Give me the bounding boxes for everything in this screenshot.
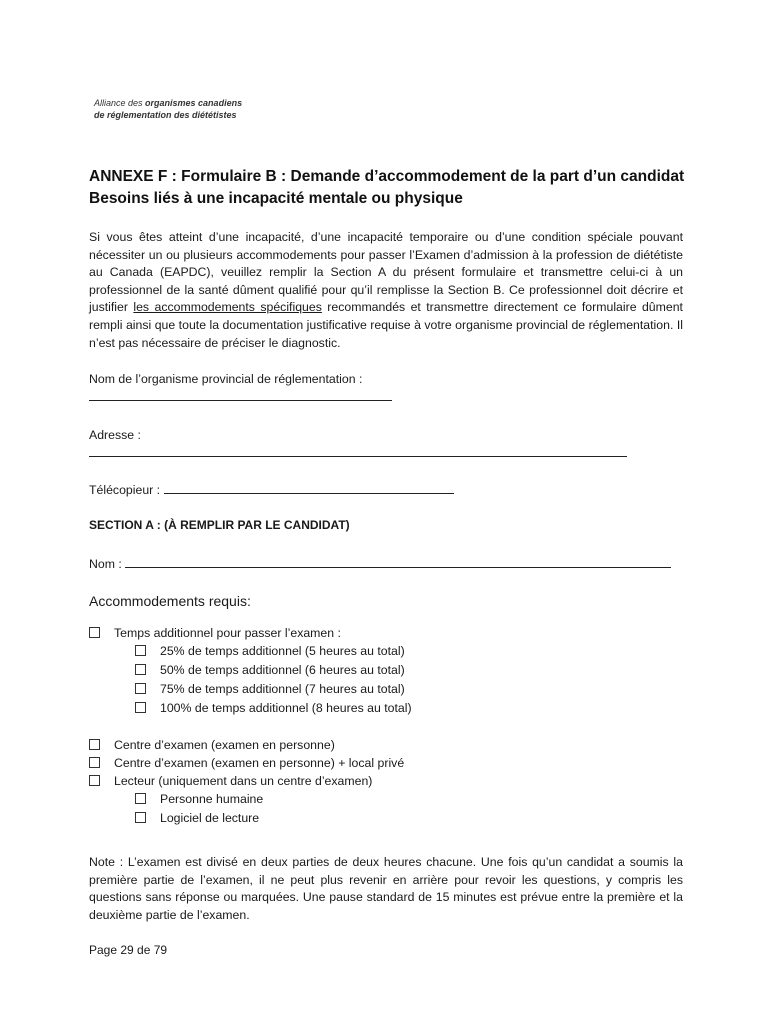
organization-logo [94, 97, 242, 121]
accommodations-title: Accommodements requis: [89, 593, 251, 609]
checkbox-label: 100% de temps additionnel (8 heures au total) [160, 701, 412, 715]
checkbox-item-centre[interactable] [89, 736, 335, 754]
adresse-field [89, 426, 627, 462]
logo-text-bold-1: organismes canadiens [145, 98, 243, 108]
intro-text-1: Si vous êtes atteint d’une incapacité, d’une incapacité temporaire ou d’une condition spéciale pouvant nécessiter un ou plusieurs accommodements pour passer l’Examen d’admission à la profession de diététiste au Canada (EAPDC), veuillez remplir la Section A du présent formulaire et transmettre celui-ci à un professionnel de la santé dûment qualifié pour qu’il remplisse la Section B. Ce professionnel doit décrire et justifier [89, 230, 683, 315]
page-number: Page 29 de 79 [89, 943, 168, 957]
organisme-label: Nom de l’organisme provincial de réglementation : [89, 372, 363, 386]
checkbox-label: Logiciel de lecture [160, 811, 260, 825]
adresse-input-line[interactable] [89, 445, 627, 457]
checkbox-item-personne-humaine[interactable] [135, 790, 263, 808]
checkbox-label: 75% de temps additionnel (7 heures au total) [160, 682, 405, 696]
checkbox-label: Centre d’examen (examen en personne) + local privé [114, 756, 405, 770]
checkbox-item-temps-100[interactable] [135, 699, 412, 717]
checkbox-label: Centre d’examen (examen en personne) [114, 738, 335, 752]
checkbox-icon[interactable] [135, 702, 146, 713]
telecopieur-field [89, 481, 454, 499]
document-title [89, 166, 689, 210]
title-line-1: ANNEXE F : Formulaire B : Demande d’accommodement de la part d’un candidat [89, 168, 685, 185]
adresse-label: Adresse : [89, 428, 141, 442]
nom-input-line[interactable] [125, 556, 671, 568]
checkbox-icon[interactable] [89, 775, 100, 786]
checkbox-icon[interactable] [89, 739, 100, 750]
checkbox-icon[interactable] [135, 664, 146, 675]
logo-text-bold-2: de réglementation des diététistes [94, 110, 237, 120]
checkbox-label: 25% de temps additionnel (5 heures au total) [160, 644, 405, 658]
checkbox-item-centre-prive[interactable] [89, 754, 404, 772]
checkbox-item-temps-25[interactable] [135, 642, 405, 660]
checkbox-label: Lecteur (uniquement dans un centre d’examen) [114, 774, 373, 788]
checkbox-item-logiciel[interactable] [135, 809, 259, 827]
organisme-input-line[interactable] [89, 389, 392, 401]
checkbox-item-temps-75[interactable] [135, 680, 405, 698]
intro-underlined-text: les accommodements spécifiques [133, 300, 322, 315]
section-a-heading: SECTION A : (À REMPLIR PAR LE CANDIDAT) [89, 518, 350, 532]
nom-field [89, 555, 671, 573]
intro-paragraph [89, 229, 683, 352]
checkbox-item-temps[interactable] [89, 624, 341, 642]
checkbox-label: Personne humaine [160, 792, 264, 806]
telecopieur-input-line[interactable] [164, 482, 454, 494]
checkbox-label: Temps additionnel pour passer l’examen : [114, 626, 341, 640]
note-paragraph: Note : L’examen est divisé en deux parties de deux heures chacune. Une fois qu’un candidat a soumis la première partie de l’examen, il ne peut plus revenir en arrière pour revoir les questions, y compris les questions sans réponse ou marquées. Une pause standard de 15 minutes est prévue entre la première et la deuxième partie de l’examen. [89, 855, 683, 922]
checkbox-item-lecteur[interactable] [89, 772, 372, 790]
logo-text-prefix: Alliance des [94, 98, 146, 108]
title-line-2: Besoins liés à une incapacité mentale ou physique [89, 190, 463, 207]
organisme-field [89, 370, 392, 406]
intro-text-2: recommandés et transmettre directement ce formulaire dûment rempli ainsi que toute la documentation justificative requise à votre organisme provincial de réglementation. Il n’est pas nécessaire de préciser le diagnostic. [89, 300, 683, 350]
checkbox-label: 50% de temps additionnel (6 heures au total) [160, 663, 405, 677]
checkbox-icon[interactable] [89, 757, 100, 768]
telecopieur-label: Télécopieur : [89, 483, 161, 497]
checkbox-icon[interactable] [89, 627, 100, 638]
checkbox-icon[interactable] [135, 683, 146, 694]
checkbox-icon[interactable] [135, 645, 146, 656]
nom-label: Nom : [89, 557, 122, 571]
checkbox-item-temps-50[interactable] [135, 661, 405, 679]
checkbox-icon[interactable] [135, 812, 146, 823]
checkbox-icon[interactable] [135, 793, 146, 804]
